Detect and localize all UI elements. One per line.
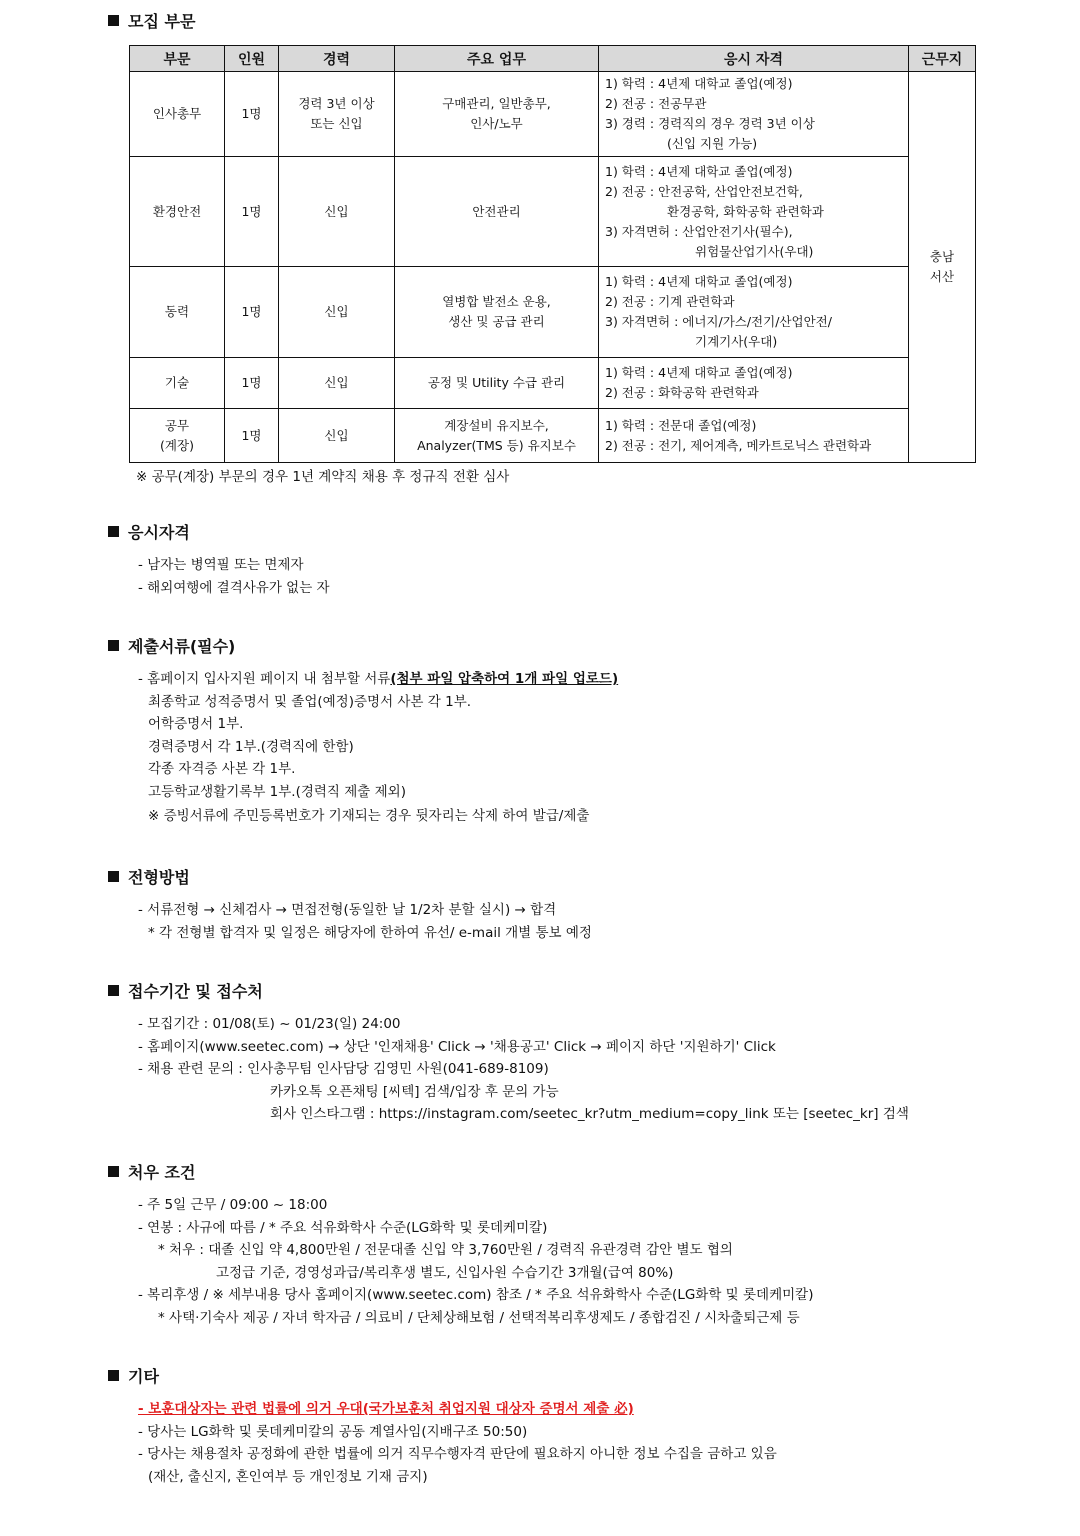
table-note: ※ 공무(계장) 부문의 경우 1년 계약직 채용 후 정규직 전환 심사 (136, 469, 510, 485)
list-item: - 연봉 : 사규에 따름 / * 주요 석유화학사 수준(LG화학 및 롯데케미칼) (138, 1219, 548, 1236)
header-dept: 부문 (130, 46, 225, 72)
documents-note: ※ 증빙서류에 주민등록번호가 기재되는 경우 뒷자리는 삭제 하여 발급/제출 (148, 808, 590, 824)
header-count: 인원 (225, 46, 279, 72)
square-bullet-icon (108, 15, 119, 26)
section-process-title: 전형방법 (108, 865, 190, 888)
list-item: 고등학교생활기록부 1부.(경력직 제출 제외) (148, 783, 406, 800)
documents-list (138, 668, 618, 828)
cell-duty: 계장설비 유지보수, Analyzer(TMS 등) 유지보수 (395, 409, 599, 463)
cell-qual: 1) 학력 : 4년제 대학교 졸업(예정) 2) 전공 : 안전공학, 산업안전보건학, 환경공학, 화학공학 관련학과 3) 자격면허 : 산업안전기사(필수), 위험물산업기사(우대) (599, 157, 909, 267)
square-bullet-icon (108, 1166, 119, 1177)
header-qual: 응시 자격 (599, 46, 909, 72)
recruitment-table (129, 45, 976, 463)
list-item: 최종학교 성적증명서 및 졸업(예정)증명서 사본 각 1부. (148, 693, 472, 710)
veteran-preference: - 보훈대상자는 관련 법률에 의거 우대(국가보훈처 취업지원 대상자 증명서 제출 必) (138, 1401, 634, 1417)
list-item: - 당사는 LG화학 및 롯데케미칼의 공동 계열사임(지배구조 50:50) (138, 1423, 528, 1440)
cell-count: 1명 (225, 157, 279, 267)
cell-dept: 환경안전 (130, 157, 225, 267)
cell-qual: 1) 학력 : 4년제 대학교 졸업(예정) 2) 전공 : 화학공학 관련학과 (599, 358, 909, 409)
list-item: 어학증명서 1부. (148, 716, 244, 732)
cell-count: 1명 (225, 358, 279, 409)
cell-career: 신입 (279, 409, 395, 463)
list-item: 각종 자격증 사본 각 1부. (148, 761, 296, 777)
cell-dept: 동력 (130, 267, 225, 358)
list-item: * 각 전형별 합격자 및 일정은 해당자에 한하여 유선/ e-mail 개별 통보 예정 (148, 924, 592, 941)
upload-instruction: (첨부 파일 압축하여 1개 파일 업로드) (390, 671, 619, 687)
cell-career: 신입 (279, 157, 395, 267)
list-item: 고정급 기준, 경영성과급/복리후생 별도, 신입사원 수습기간 3개월(급여 80%) (216, 1264, 674, 1281)
apply-list (138, 1013, 909, 1126)
list-item: - 홈페이지(www.seetec.com) → 상단 '인재채용' Click → '채용공고' Click → 페이지 하단 '지원하기' Click (138, 1038, 776, 1055)
list-item: - 당사는 채용절차 공정화에 관한 법률에 의거 직무수행자격 판단에 필요하지 아니한 정보 수집을 금하고 있음 (138, 1446, 777, 1462)
section-documents-title: 제출서류(필수) (108, 634, 235, 657)
list-item: - 남자는 병역필 또는 면제자 (138, 557, 304, 573)
cell-count: 1명 (225, 267, 279, 358)
list-item: - 서류전형 → 신체검사 → 면접전형(동일한 날 1/2차 분할 실시) → 합격 (138, 902, 557, 918)
cell-career: 신입 (279, 267, 395, 358)
cell-qual: 1) 학력 : 4년제 대학교 졸업(예정) 2) 전공 : 전공무관 3) 경력 : 경력직의 경우 경력 3년 이상 (신입 지원 가능) (599, 72, 909, 157)
header-career: 경력 (279, 46, 395, 72)
section-qualification-title: 응시자격 (108, 520, 190, 543)
list-item: 경력증명서 각 1부.(경력직에 한함) (148, 738, 354, 755)
table-header-row (130, 46, 976, 72)
square-bullet-icon (108, 1370, 119, 1381)
cell-count: 1명 (225, 72, 279, 157)
list-item: (재산, 출신지, 혼인여부 등 개인정보 기재 금지) (148, 1468, 428, 1485)
table-row (130, 72, 976, 157)
section-treatment-title: 처우 조건 (108, 1160, 195, 1183)
section-recruit-title: 모집 부문 (108, 9, 195, 32)
square-bullet-icon (108, 640, 119, 651)
cell-count: 1명 (225, 409, 279, 463)
list-item: - 모집기간 : 01/08(토) ~ 01/23(일) 24:00 (138, 1016, 401, 1032)
square-bullet-icon (108, 985, 119, 996)
section-etc-title: 기타 (108, 1364, 159, 1387)
cell-dept: 기술 (130, 358, 225, 409)
qualification-list (138, 554, 330, 599)
list-item: * 처우 : 대졸 신입 약 4,800만원 / 전문대졸 신입 약 3,760만원 / 경력직 유관경력 감안 별도 협의 (158, 1242, 733, 1258)
cell-dept: 인사총무 (130, 72, 225, 157)
cell-qual: 1) 학력 : 4년제 대학교 졸업(예정) 2) 전공 : 기계 관련학과 3) 자격면허 : 에너지/가스/전기/산업안전/ 기계기사(우대) (599, 267, 909, 358)
process-list (138, 899, 592, 944)
etc-list (138, 1398, 777, 1488)
cell-duty: 안전관리 (395, 157, 599, 267)
cell-qual: 1) 학력 : 전문대 졸업(예정) 2) 전공 : 전기, 제어계측, 메카트로닉스 관련학과 (599, 409, 909, 463)
cell-dept: 공무 (계장) (130, 409, 225, 463)
list-item: - 복리후생 / ※ 세부내용 당사 홈페이지(www.seetec.com) 참조 / * 주요 석유화학사 수준(LG화학 및 롯데케미칼) (138, 1287, 814, 1303)
square-bullet-icon (108, 871, 119, 882)
cell-career: 신입 (279, 358, 395, 409)
treatment-list (138, 1194, 813, 1329)
table-row (130, 409, 976, 463)
header-duty: 주요 업무 (395, 46, 599, 72)
header-location: 근무지 (909, 46, 976, 72)
list-item: - 해외여행에 결격사유가 없는 자 (138, 579, 330, 596)
list-item: - 주 5일 근무 / 09:00 ~ 18:00 (138, 1197, 328, 1213)
list-item: * 사택·기숙사 제공 / 자녀 학자금 / 의료비 / 단체상해보험 / 선택적복리후생제도 / 종합검진 / 시차출퇴근제 등 (158, 1309, 800, 1326)
list-item: - 채용 관련 문의 : 인사총무팀 인사담당 김영민 사원(041-689-8109) (138, 1061, 549, 1077)
list-item: 카카오톡 오픈채팅 [씨텍] 검색/입장 후 문의 가능 (270, 1083, 559, 1100)
section-apply-title: 접수기간 및 접수처 (108, 979, 263, 1002)
list-item: - 홈페이지 입사지원 페이지 내 첨부할 서류(첨부 파일 압축하여 1개 파일 업로드) (138, 671, 619, 687)
table-row (130, 267, 976, 358)
cell-location: 충남 서산 (909, 72, 976, 463)
table-row (130, 358, 976, 409)
list-item: 회사 인스타그램 : https://instagram.com/seetec_kr?utm_medium=copy_link 또는 [seetec_kr] 검색 (270, 1106, 909, 1122)
cell-duty: 열병합 발전소 운용, 생산 및 공급 관리 (395, 267, 599, 358)
cell-duty: 구매관리, 일반총무, 인사/노무 (395, 72, 599, 157)
cell-career: 경력 3년 이상 또는 신입 (279, 72, 395, 157)
square-bullet-icon (108, 526, 119, 537)
cell-duty: 공정 및 Utility 수급 관리 (395, 358, 599, 409)
table-row (130, 157, 976, 267)
